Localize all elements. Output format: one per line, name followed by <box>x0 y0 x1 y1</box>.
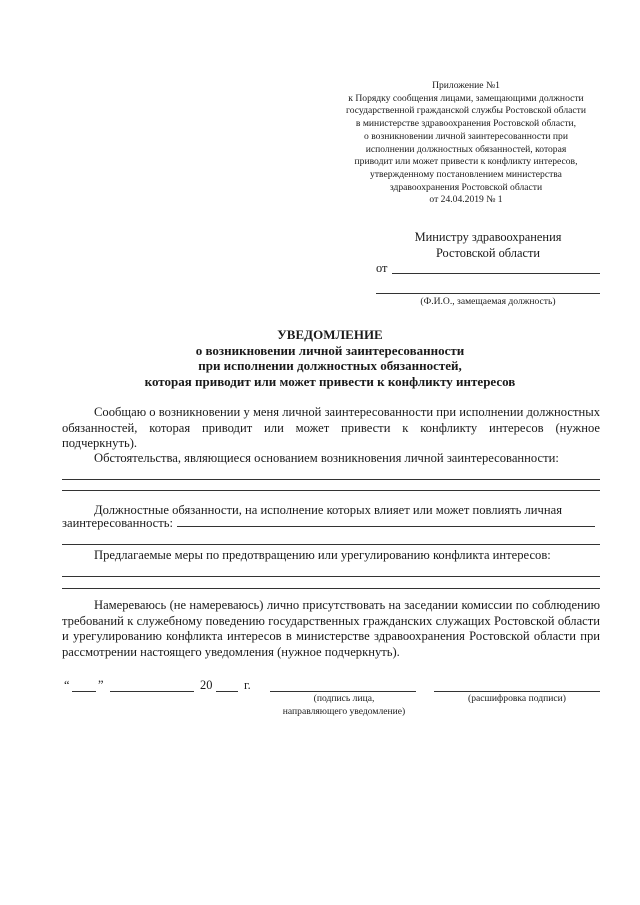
addressee-block <box>378 229 598 261</box>
circumstances-field-line-2[interactable] <box>62 490 600 491</box>
from-row <box>376 261 600 277</box>
paragraph-measures: Предлагаемые меры по предотвращению или урегулированию конфликта интересов: <box>94 548 551 562</box>
title-line-2: о возникновении личной заинтересованности <box>195 342 465 358</box>
duties-text-2: заинтересованность: <box>62 516 174 530</box>
from-label: от <box>376 261 388 275</box>
appendix-line: утвержденному постановлением министерства <box>370 168 562 180</box>
open-quote: “ <box>64 678 70 692</box>
appendix-line: Приложение №1 <box>432 80 500 91</box>
appendix-line: приводит или может привести к конфликту интересов, <box>354 156 578 168</box>
duties-field-line[interactable] <box>62 544 600 545</box>
signature-block <box>62 680 602 720</box>
year-suffix: г. <box>244 678 251 692</box>
month-field[interactable] <box>110 691 194 692</box>
appendix-line: государственной гражданской службы Ростовской области <box>346 105 586 117</box>
signature-decode-field[interactable] <box>434 691 600 692</box>
addressee-line-2: Ростовской области <box>435 246 541 260</box>
appendix-line: здравоохранения Ростовской области <box>389 181 543 193</box>
fio-caption: (Ф.И.О., замещаемая должность) <box>420 296 556 307</box>
paragraph-circumstances: Обстоятельства, являющиеся основанием возникновения личной заинтересованности: <box>94 451 559 465</box>
document-title <box>60 327 600 389</box>
close-quote: ” <box>98 678 104 692</box>
duties-text: Должностные обязанности, на исполнение которых влияет или может повлиять личная <box>94 503 563 517</box>
year-field[interactable] <box>216 691 238 692</box>
appendix-line: от 24.04.2019 № 1 <box>429 194 503 206</box>
paragraph-notification: Сообщаю о возникновении у меня личной заинтересованности при исполнении должностных обязанностей, которая приводит или может привести к конфликту интересов (нужное подчеркнуть). <box>62 405 600 450</box>
appendix-line: о возникновении личной заинтересованности при <box>364 130 568 142</box>
signature-decode-caption: (расшифровка подписи) <box>468 693 566 704</box>
year-prefix: 20 <box>200 678 213 692</box>
fio-position-field[interactable] <box>376 293 600 294</box>
signature-caption-line-1: (подпись лица, <box>313 693 375 704</box>
appendix-header <box>318 80 614 207</box>
title-line-3: при исполнении должностных обязанностей, <box>198 358 462 374</box>
paragraph-attendance: Намереваюсь (не намереваюсь) лично присутствовать на заседании комиссии по соблюдению требований к служебному поведению государственных гражданских служащих Ростовской области и урегулированию конфликта интересов в министерстве здравоохранения Ростовской области при рассмотрении настоящего уведомления (нужное подчеркнуть). <box>62 598 600 659</box>
measures-field-line-1[interactable] <box>62 576 600 577</box>
signature-caption <box>262 693 426 718</box>
appendix-line: в министерстве здравоохранения Ростовской области, <box>355 118 577 130</box>
signature-field[interactable] <box>270 691 416 692</box>
from-name-field[interactable] <box>392 273 600 274</box>
day-field[interactable] <box>72 691 96 692</box>
appendix-line: к Порядку сообщения лицами, замещающими должности <box>348 92 584 104</box>
title-line-1: УВЕДОМЛЕНИЕ <box>277 327 383 342</box>
circumstances-field-line-1[interactable] <box>62 479 600 480</box>
duties-field-inline[interactable] <box>177 526 595 527</box>
title-line-4: которая приводит или может привести к конфликту интересов <box>144 373 516 389</box>
addressee-line-1: Министру здравоохранения <box>414 230 562 244</box>
signature-caption-line-2: направляющего уведомление) <box>282 705 406 717</box>
measures-field-line-2[interactable] <box>62 588 600 589</box>
duties-second-line <box>62 516 600 532</box>
appendix-line: исполнении должностных обязанностей, которая <box>365 143 567 155</box>
